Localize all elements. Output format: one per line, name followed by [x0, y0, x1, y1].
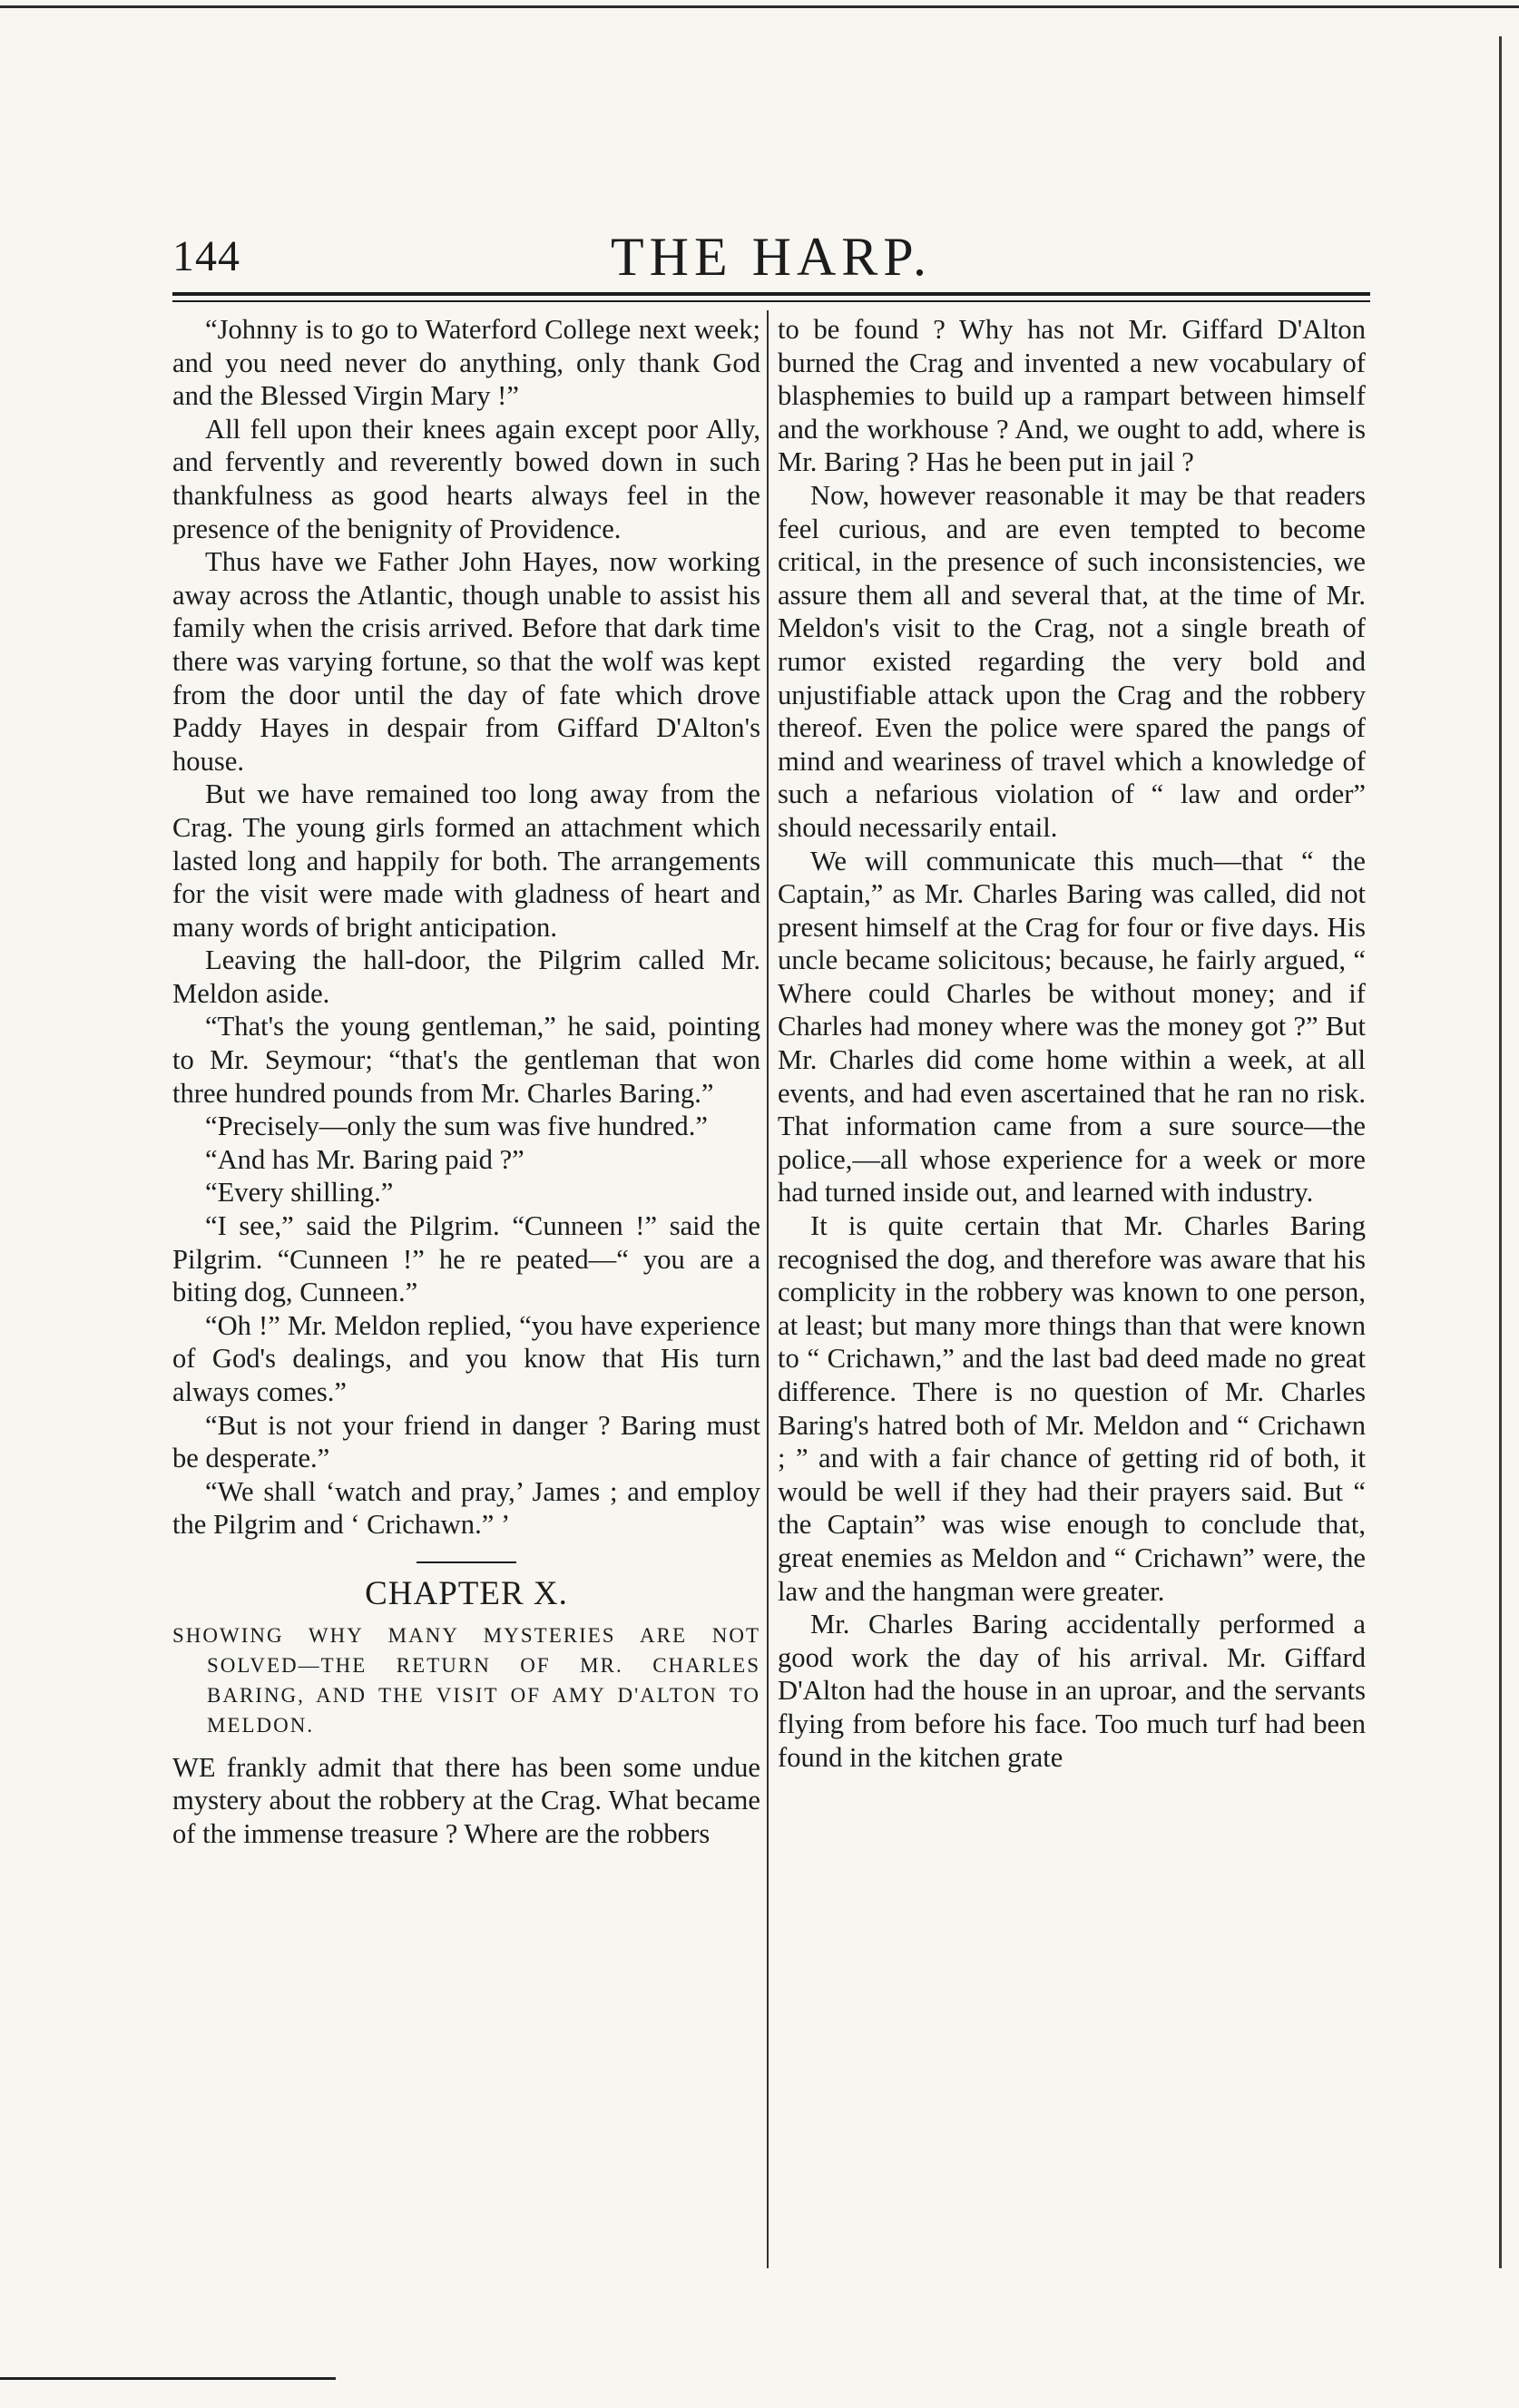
chapter-opening-paragraph: WE frankly admit that there has been some undue mystery about the robbery at the Crag. What became of the immense treasure ? Where are the robbers — [172, 1751, 760, 1849]
paragraph: It is quite certain that Mr. Charles Baring recognised the dog, and therefore was aware that his complicity in the robbery was known to one person, at least; but many more things than that were known to “ Crichawn,” and the last bad deed made no great difference. There is no question of Mr. Charles Baring's hatred both of Mr. Meldon and “ Crichawn ; ” and with a fair chance of getting rid of both, it would be well if they had their prayers said. But “ the Captain” was wise enough to conclude that, great enemies as Meldon and “ Crichawn” were, the law and the hangman were greater. — [778, 1210, 1366, 1607]
bottom-edge-mark — [0, 2377, 336, 2380]
paragraph: Thus have we Father John Hayes, now working away across the Atlantic, though unable to assist his family when the crisis arrived. Before that dark time there was varying fortune, so that the wolf was kept from the door until the day of fate which drove Paddy Hayes in despair from Giffard D'Alton's house. — [172, 546, 760, 777]
paragraph: “But is not your friend in danger ? Baring must be desperate.” — [172, 1409, 760, 1474]
header-rule-thin — [172, 300, 1370, 302]
paragraph: “Johnny is to go to Waterford College next week; and you need never do anything, only thank God and the Blessed Virgin Mary !” — [172, 314, 760, 412]
page-number: 144 — [172, 232, 240, 280]
top-border-line — [0, 5, 1519, 8]
chapter-separator-rule — [416, 1561, 516, 1563]
paragraph: “And has Mr. Baring paid ?” — [205, 1143, 524, 1175]
paragraph: “Precisely—only the sum was five hundred.” — [205, 1111, 708, 1142]
left-column — [172, 313, 760, 1850]
paragraph: “That's the young gentleman,” he said, pointing to Mr. Seymour; “that's the gentleman that won three hundred pounds from Mr. Charles Baring.” — [172, 1011, 760, 1109]
page-header — [172, 227, 1370, 295]
chapter-heading: CHAPTER X. — [365, 1574, 568, 1612]
chapter-summary: SHOWING WHY MANY MYSTERIES ARE NOT SOLVED—THE RETURN OF MR. CHARLES BARING, AND THE VISIT OF AMY D'ALTON TO MELDON. — [172, 1623, 760, 1737]
right-column — [778, 313, 1366, 1774]
paragraph: Leaving the hall-door, the Pilgrim called Mr. Meldon aside. — [172, 945, 760, 1009]
paragraph: But we have remained too long away from the Crag. The young girls formed an attachment which lasted long and happily for both. The arrangements for the visit were made with gladness of heart and many words of bright anticipation. — [172, 778, 760, 943]
paragraph: We will communicate this much—that “ the Captain,” as Mr. Charles Baring was called, did not present himself at the Crag for four or five days. His uncle became solicitous; because, he fairly argued, “ Where could Charles be without money; and if Charles had money where was the money got ?” But Mr. Charles did come home within a week, at all events, and had even ascertained that he ran no risk. That information came from a sure source—the police,—all whose experience for a week or more had turned inside out, and learned with industry. — [778, 845, 1366, 1209]
paragraph: “Every shilling.” — [205, 1177, 394, 1209]
paragraph: “I see,” said the Pilgrim. “Cunneen !” said the Pilgrim. “Cunneen !” he re peated—“ you are a biting dog, Cunneen.” — [172, 1210, 760, 1308]
right-margin-line — [1499, 36, 1502, 2268]
paragraph: Mr. Charles Baring accidentally performed a good work the day of his arrival. Mr. Giffard D'Alton had the house in an uproar, and the servants flying from before his face. Too much turf had been found in the kitchen grate — [778, 1609, 1366, 1773]
paragraph: All fell upon their knees again except poor Ally, and fervently and reverently bowed down in such thankfulness as good hearts always feel in the presence of the benignity of Providence. — [172, 413, 760, 544]
paragraph: “Oh !” Mr. Meldon replied, “you have experience of God's dealings, and you know that His turn always comes.” — [172, 1309, 760, 1407]
header-rule — [172, 292, 1370, 296]
column-divider — [767, 310, 769, 2268]
paragraph: Now, however reasonable it may be that readers feel curious, and are even tempted to become critical, in the presence of such inconsistencies, we assure them all and several that, at the time of Mr. Meldon's visit to the Crag, not a single breath of rumor existed regarding the very bold and unjustifiable attack upon the Crag and the robbery thereof. Even the police were spared the pangs of mind and weariness of travel which a knowledge of such a nefarious violation of “ law and order” should necessarily entail. — [778, 479, 1366, 843]
paragraph: “We shall ‘watch and pray,’ James ; and employ the Pilgrim and ‘ Crichawn.” ’ — [172, 1475, 760, 1541]
paragraph-continued: to be found ? Why has not Mr. Giffard D'Alton burned the Crag and invented a new vocabulary of blasphemies to build up a rampart between himself and the workhouse ? And, we ought to add, where is Mr. Baring ? Has he been put in jail ? — [778, 314, 1366, 478]
running-title: THE HARP. — [610, 227, 933, 287]
